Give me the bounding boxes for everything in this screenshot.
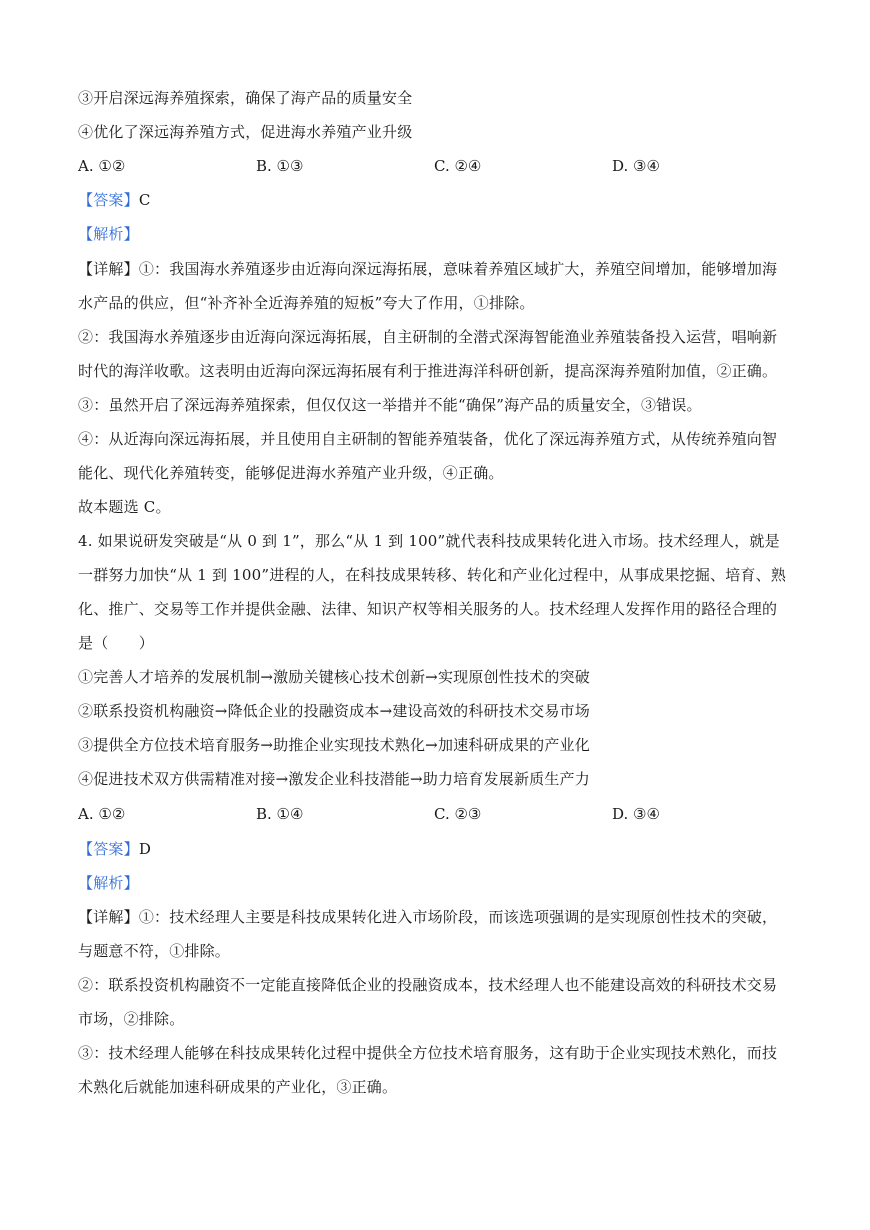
q3-option-d: D. ③④ [612,157,660,175]
q4-stem-line-2: 一群努力加快“从 1 到 100”进程的人，在科技成果转移、转化和产业化过程中，从事成果挖掘、培育、熟 [78,566,787,584]
q4-statement-3: ③提供全方位技术培育服务→助推企业实现技术熟化→加速科研成果的产业化 [78,736,590,754]
q4-statement-4: ④促进技术双方供需精准对接→激发企业科技潜能→助力培育发展新质生产力 [78,770,590,788]
q3-option-c: C. ②④ [434,157,482,175]
q3-answer [78,189,151,211]
answer-tag: 【答案】 [78,840,139,858]
q3-detail-line-6: ④：从近海向深远海拓展，并且使用自主研制的智能养殖装备，优化了深远海养殖方式，从传统养殖向智 [78,430,778,448]
q4-option-c: C. ②③ [434,805,482,823]
q4-detail-line-1 [78,906,777,928]
q3-detail-line-7: 能化、现代化养殖转变，能够促进海水养殖产业升级，④正确。 [78,464,504,482]
answer-value: D [138,840,152,858]
q4-stem-line-1: 4. 如果说研发突破是“从 0 到 1”，那么“从 1 到 100”就代表科技成果转化进入市场。技术经理人，就是 [78,532,780,550]
q4-statement-1: ①完善人才培养的发展机制→激励关键核心技术创新→实现原创性技术的突破 [78,668,590,686]
q3-conclusion: 故本题选 C。 [78,498,171,516]
q3-option-a: A. ①② [78,157,126,175]
q4-option-b: B. ①④ [256,805,304,823]
q4-detail-line-4: 市场，②排除。 [78,1010,185,1028]
analysis-tag: 【解析】 [78,874,139,892]
q3-statement-4: ④优化了深远海养殖方式，促进海水养殖产业升级 [78,123,413,141]
q4-detail-line-5: ③：技术经理人能够在科技成果转化过程中提供全方位技术培育服务，这有助于企业实现技术熟化，而技 [78,1044,778,1062]
q3-detail-line-1 [78,258,777,280]
detail-text: ①：技术经理人主要是科技成果转化进入市场阶段，而该选项强调的是实现原创性技术的突破， [138,908,778,926]
q4-stem-line-3: 化、推广、交易等工作并提供金融、法律、知识产权等相关服务的人。技术经理人发挥作用的路径合理的 [78,600,778,618]
q3-option-b: B. ①③ [256,157,304,175]
q4-detail-line-3: ②：联系投资机构融资不一定能直接降低企业的投融资成本，技术经理人也不能建设高效的科研技术交易 [78,976,778,994]
q4-analysis-heading [78,872,139,894]
q4-stem-line-4: 是（ ） [78,634,155,652]
q4-option-d: D. ③④ [612,805,660,823]
q3-detail-line-3: ②：我国海水养殖逐步由近海向深远海拓展，自主研制的全潜式深海智能渔业养殖装备投入运营，唱响新 [78,328,778,346]
q3-analysis-heading [78,223,139,245]
detail-text: ①：我国海水养殖逐步由近海向深远海拓展，意味着养殖区域扩大，养殖空间增加，能够增加海 [138,260,778,278]
q4-detail-line-2: 与题意不符，①排除。 [78,942,231,960]
answer-value: C [138,191,151,209]
answer-tag: 【答案】 [78,191,139,209]
q4-statement-2: ②联系投资机构融资→降低企业的投融资成本→建设高效的科研技术交易市场 [78,702,590,720]
q4-option-a: A. ①② [78,805,126,823]
q3-detail-line-5: ③：虽然开启了深远海养殖探索，但仅仅这一举措并不能“确保”海产品的质量安全，③错误。 [78,396,702,414]
q4-detail-line-6: 术熟化后就能加速科研成果的产业化，③正确。 [78,1078,398,1096]
q4-answer [78,838,151,860]
q3-detail-line-4: 时代的海洋收歌。这表明由近海向深远海拓展有利于推进海洋科研创新，提高深海养殖附加值，②正确。 [78,362,778,380]
q3-detail-line-2: 水产品的供应，但“补齐补全近海养殖的短板”夸大了作用，①排除。 [78,294,535,312]
q3-statement-3: ③开启深远海养殖探索，确保了海产品的质量安全 [78,89,413,107]
detail-tag: 【详解】 [78,260,139,278]
analysis-tag: 【解析】 [78,225,139,243]
detail-tag: 【详解】 [78,908,139,926]
